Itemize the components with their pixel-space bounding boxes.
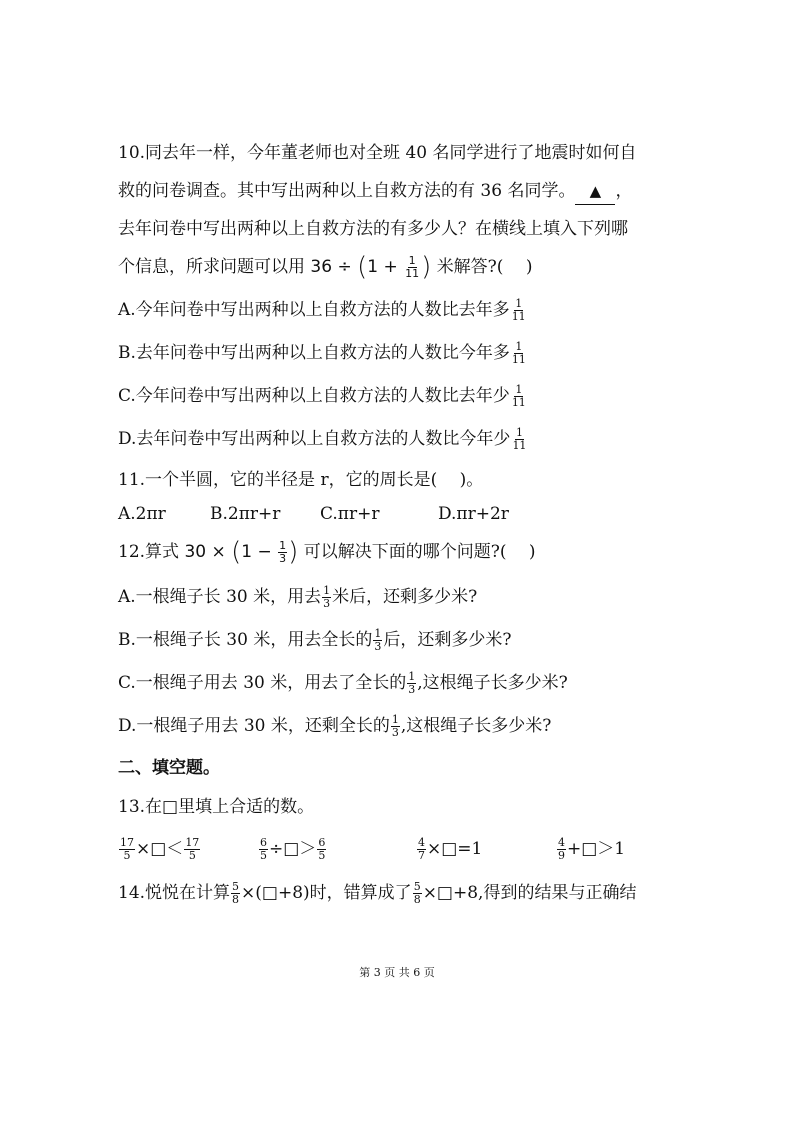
frac-num: 1 xyxy=(323,584,331,597)
q12-frac-den: 3 xyxy=(279,551,287,565)
frac-left xyxy=(417,837,426,862)
q11-option-c[interactable]: C.πr+r xyxy=(320,504,380,524)
q14-mid: ×(□+8)时，错算成了 xyxy=(241,883,412,903)
frac-num: 5 xyxy=(232,880,240,893)
q10-frac-den: 11 xyxy=(405,266,420,280)
q10-line-4-text: 个信息，所求问题可以用 xyxy=(118,257,305,277)
q11-option-b[interactable]: B.2πr+r xyxy=(210,504,281,524)
q12-option-a-post: 米后，还剩多少米? xyxy=(332,587,478,607)
q10-option-d-fraction xyxy=(511,427,527,452)
q13-stem: 13.在□里填上合适的数。 xyxy=(118,797,315,817)
q14-pre: 14.悦悦在计算 xyxy=(118,883,231,903)
q12-stem-tail: 可以解决下面的哪个问题?( ) xyxy=(303,542,536,562)
q12-option-d-pre: D.一根绳子用去 30 米，还剩全长的 xyxy=(118,716,390,736)
q13-expression-1[interactable] xyxy=(118,834,201,864)
frac-den: 11 xyxy=(511,396,526,409)
q11-stem: 11.一个半圆，它的半径是 r，它的周长是( )。 xyxy=(118,470,484,490)
frac-num: 1 xyxy=(391,713,399,726)
q10-line-2-text: 救的问卷调查。其中写出两种以上自救方法的有 36 名同学。 xyxy=(118,181,576,201)
frac-num: 6 xyxy=(318,836,326,849)
frac-num: 4 xyxy=(418,836,425,849)
frac-num: 1 xyxy=(374,627,382,640)
q10-option-b[interactable] xyxy=(118,340,528,366)
q10-expr-inner: 1 + xyxy=(367,257,404,277)
q14-fraction-1 xyxy=(231,881,240,906)
expr-operator: ÷□＞ xyxy=(269,839,317,859)
frac-num: 1 xyxy=(515,340,523,353)
frac-left xyxy=(557,837,566,862)
frac-left xyxy=(119,837,135,862)
q13-expression-2[interactable] xyxy=(258,834,327,864)
frac-left xyxy=(259,837,268,862)
q12-option-c-fraction xyxy=(407,671,416,696)
q10-line-3: 去年问卷中写出两种以上自救方法的有多少人？在横线上填入下列哪 xyxy=(118,219,628,239)
q12-option-a-pre: A.一根绳子长 30 米，用去 xyxy=(118,587,322,607)
section-2-title: 二、填空题。 xyxy=(118,758,220,778)
triangle-icon: ▲ xyxy=(589,182,602,200)
frac-right xyxy=(317,837,326,862)
q13-expression-4[interactable] xyxy=(556,834,625,864)
q10-line-4-tail: 米解答?( ) xyxy=(436,257,533,277)
frac-num: 1 xyxy=(515,426,523,439)
expr-operator: ×□=1 xyxy=(427,839,483,859)
page-footer: 第 3 页 共 6 页 xyxy=(359,966,435,979)
q10-option-d[interactable] xyxy=(118,426,528,452)
q10-expression xyxy=(310,252,436,282)
q12-option-b[interactable] xyxy=(118,627,511,653)
frac-den: 8 xyxy=(232,893,240,906)
q14-post: ×□+8,得到的结果与正确结 xyxy=(422,883,637,903)
q10-option-b-text: B.去年问卷中写出两种以上自救方法的人数比今年多 xyxy=(118,343,510,363)
q11-option-d[interactable]: D.πr+2r xyxy=(438,504,509,524)
frac-num: 6 xyxy=(260,836,267,849)
frac-den: 5 xyxy=(188,849,196,862)
q10-option-a[interactable] xyxy=(118,297,528,323)
q12-option-a[interactable] xyxy=(118,584,477,610)
q12-option-c[interactable] xyxy=(118,670,568,696)
q10-paren-left: ( xyxy=(357,252,368,282)
q12-stem xyxy=(118,539,536,565)
frac-den: 11 xyxy=(511,353,526,366)
frac-den: 3 xyxy=(391,726,399,739)
frac-den: 7 xyxy=(418,849,425,862)
frac-num: 1 xyxy=(408,670,416,683)
q10-line-4 xyxy=(118,254,532,280)
q10-paren-right: ) xyxy=(421,252,432,282)
q10-fraction xyxy=(404,255,420,280)
frac-num: 17 xyxy=(120,836,134,849)
q12-stem-text: 12.算式 xyxy=(118,542,180,562)
q10-blank[interactable] xyxy=(575,178,615,205)
q12-option-c-pre: C.一根绳子用去 30 米，用去了全长的 xyxy=(118,673,407,693)
q14-fraction-2 xyxy=(413,881,422,906)
frac-den: 3 xyxy=(374,640,382,653)
q12-option-d-fraction xyxy=(391,714,400,739)
expr-operator: ×□＜ xyxy=(136,839,184,859)
q12-frac-num: 1 xyxy=(279,538,287,552)
q10-line-2 xyxy=(118,178,632,205)
q10-option-d-text: D.去年问卷中写出两种以上自救方法的人数比今年少 xyxy=(118,429,511,449)
frac-den: 11 xyxy=(511,310,526,323)
expr-operator: +□＞1 xyxy=(567,839,626,859)
q13-expressions xyxy=(118,834,678,864)
q10-option-a-fraction xyxy=(511,298,527,323)
frac-num: 4 xyxy=(558,836,565,849)
q12-paren-right: ) xyxy=(288,537,299,567)
q10-line-1: 10.同去年一样，今年董老师也对全班 40 名同学进行了地震时如何自 xyxy=(118,143,637,163)
q12-option-c-post: ,这根绳子长多少米? xyxy=(417,673,568,693)
q12-expr-inner: 1 − xyxy=(241,542,278,562)
q12-option-a-fraction xyxy=(322,585,331,610)
q12-option-b-fraction xyxy=(373,628,382,653)
q12-option-d[interactable] xyxy=(118,713,551,739)
q10-frac-num: 1 xyxy=(408,253,416,267)
frac-num: 5 xyxy=(413,880,421,893)
q10-option-c-text: C.今年问卷中写出两种以上自救方法的人数比去年少 xyxy=(118,386,510,406)
q10-option-c-fraction xyxy=(511,384,527,409)
q14-stem xyxy=(118,880,636,906)
q12-option-b-pre: B.一根绳子长 30 米，用去全长的 xyxy=(118,630,373,650)
q10-option-a-text: A.今年问卷中写出两种以上自救方法的人数比去年多 xyxy=(118,300,510,320)
frac-den: 11 xyxy=(512,439,527,452)
frac-num: 1 xyxy=(515,383,523,396)
q10-option-c[interactable] xyxy=(118,383,528,409)
q12-expr-pre: 30 × xyxy=(184,542,232,562)
q12-paren-left: ( xyxy=(231,537,242,567)
q12-expression xyxy=(184,537,303,567)
frac-den: 9 xyxy=(558,849,565,862)
q13-expression-3[interactable] xyxy=(416,834,482,864)
q11-option-a[interactable]: A.2πr xyxy=(118,504,166,524)
frac-den: 5 xyxy=(318,849,326,862)
frac-den: 5 xyxy=(123,849,131,862)
q10-line-2-tail: ， xyxy=(615,181,633,201)
frac-den: 5 xyxy=(260,849,267,862)
frac-num: 1 xyxy=(515,297,523,310)
frac-right xyxy=(184,837,200,862)
frac-den: 8 xyxy=(413,893,421,906)
q12-fraction xyxy=(278,540,287,565)
q10-expr-pre: 36 ÷ xyxy=(310,257,358,277)
q12-option-d-post: ,这根绳子长多少米? xyxy=(400,716,552,736)
frac-den: 3 xyxy=(408,683,416,696)
frac-den: 3 xyxy=(323,597,331,610)
q10-option-b-fraction xyxy=(511,341,527,366)
frac-num: 17 xyxy=(185,836,200,849)
q12-option-b-post: 后，还剩多少米? xyxy=(383,630,512,650)
